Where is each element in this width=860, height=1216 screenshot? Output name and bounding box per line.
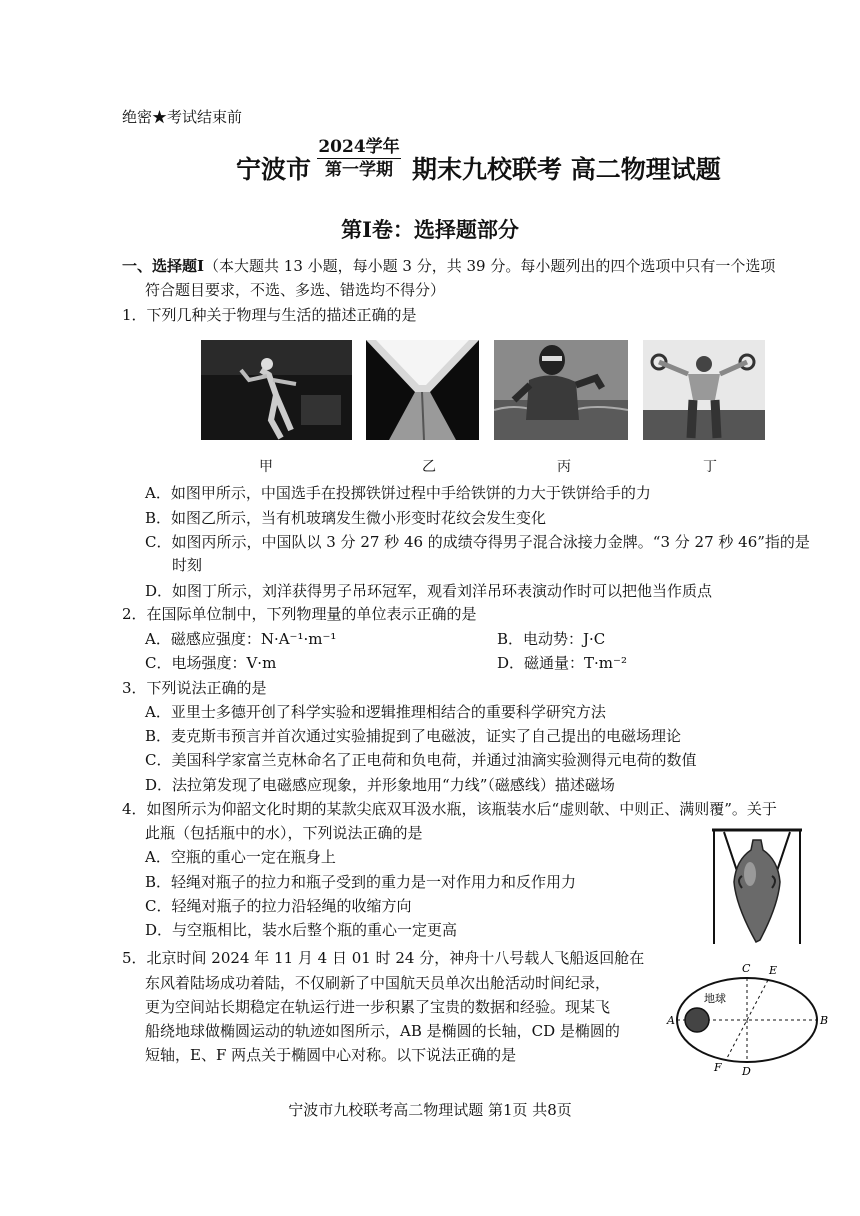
point-b-label: B [820, 1014, 829, 1027]
orbit-figure [662, 958, 832, 1078]
q5-line1: 5．北京时间 2024 年 11 月 4 日 01 时 24 分，神舟十八号载人飞船返回舱在 [122, 949, 645, 967]
earth-label: 地球 [704, 992, 726, 1005]
q1-option-b: B．如图乙所示，当有机玻璃发生微小形变时花纹会发生变化 [145, 509, 547, 527]
title-year: 2024学年 [318, 137, 400, 157]
swimmer-photo [494, 340, 628, 440]
title-main: 期末九校联考 高二物理试题 [412, 155, 721, 184]
q5-line3: 更为空间站长期稳定在轨运行进一步积累了宝贵的数据和经验。现某飞 [145, 998, 611, 1016]
section-desc [122, 254, 775, 278]
point-a-label: A [667, 1014, 675, 1027]
caption-bing: 丙 [557, 459, 571, 475]
q4-option-a: A．空瓶的重心一定在瓶身上 [145, 848, 336, 866]
q5-line4: 船绕地球做椭圆运动的轨迹如图所示，AB 是椭圆的长轴，CD 是椭圆的 [145, 1022, 620, 1040]
q2-option-c: C．电场强度：V·m [145, 654, 277, 672]
q2-stem: 2．在国际单位制中，下列物理量的单位表示正确的是 [122, 605, 477, 623]
section-desc-line1: （本大题共 13 小题，每小题 3 分，共 39 分。每小题列出的四个选项中只有一个选项 [204, 257, 776, 275]
discus-photo [201, 340, 352, 440]
section-desc-line2: 符合题目要求，不选、多选、错选均不得分） [145, 281, 446, 299]
caption-jia: 甲 [259, 459, 273, 475]
point-c-label: C [742, 962, 751, 975]
q3-option-d: D．法拉第发现了电磁感应现象，并形象地用“力线”（磁感线）描述磁场 [145, 776, 615, 794]
q1-option-c-cont: 时刻 [172, 556, 203, 574]
point-d-label: D [742, 1065, 751, 1078]
page-footer: 宁波市九校联考高二物理试题 第1页 共8页 [288, 1101, 572, 1119]
q2-option-d: D．磁通量：T·m⁻² [497, 654, 627, 672]
q1-option-c: C．如图丙所示，中国队以 3 分 27 秒 46 的成绩夺得男子混合泳接力金牌。“3 分 27 秒 46”指的是 [145, 533, 810, 551]
caption-ding: 丁 [703, 459, 717, 475]
vase-figure [710, 826, 805, 946]
q5-line5: 短轴，E、F 两点关于椭圆中心对称。以下说法正确的是 [145, 1046, 517, 1064]
q5-line2: 东风着陆场成功着陆，不仅刷新了中国航天员单次出舱活动时间纪录， [145, 974, 611, 992]
q1-stem: 1．下列几种关于物理与生活的描述正确的是 [122, 306, 417, 324]
caption-yi: 乙 [422, 459, 436, 475]
q4-option-c: C．轻绳对瓶子的拉力沿轻绳的收缩方向 [145, 897, 412, 915]
section-label: 一、选择题Ⅰ [122, 257, 205, 275]
photoelastic-photo [366, 340, 479, 440]
title-term [313, 136, 405, 181]
point-f-label: F [714, 1061, 722, 1074]
q1-option-a: A．如图甲所示，中国选手在投掷铁饼过程中手给铁饼的力大于铁饼给手的力 [145, 484, 651, 502]
q4-option-b: B．轻绳对瓶子的拉力和瓶子受到的重力是一对作用力和反作用力 [145, 873, 577, 891]
q2-option-a: A．磁感应强度：N·A⁻¹·m⁻¹ [145, 630, 337, 648]
q3-option-c: C．美国科学家富兰克林命名了正电荷和负电荷，并通过油滴实验测得元电荷的数值 [145, 751, 697, 769]
q3-stem: 3．下列说法正确的是 [122, 679, 267, 697]
part-title: 第Ⅰ卷：选择题部分 [341, 217, 519, 242]
q2-option-b: B．电动势：J·C [497, 630, 606, 648]
point-e-label: E [769, 964, 778, 977]
q4-option-d: D．与空瓶相比，装水后整个瓶的重心一定更高 [145, 921, 458, 939]
q1-option-d: D．如图丁所示，刘洋获得男子吊环冠军，观看刘洋吊环表演动作时可以把他当作质点 [145, 582, 713, 600]
q3-option-a: A．亚里士多德开创了科学实验和逻辑推理相结合的重要科学研究方法 [145, 703, 606, 721]
title-city: 宁波市 [236, 155, 312, 184]
title-semester: 第一学期 [325, 160, 393, 180]
q4-stem: 4．如图所示为仰韶文化时期的某款尖底双耳汲水瓶，该瓶装水后“虚则欹、中则正、满则覆”。关于 [122, 800, 777, 818]
q3-option-b: B．麦克斯韦预言并首次通过实验捕捉到了电磁波，证实了自己提出的电磁场理论 [145, 727, 682, 745]
q4-stem-cont: 此瓶（包括瓶中的水），下列说法正确的是 [145, 824, 423, 842]
rings-photo [643, 340, 765, 440]
secret-label: 绝密★考试结束前 [122, 108, 243, 126]
